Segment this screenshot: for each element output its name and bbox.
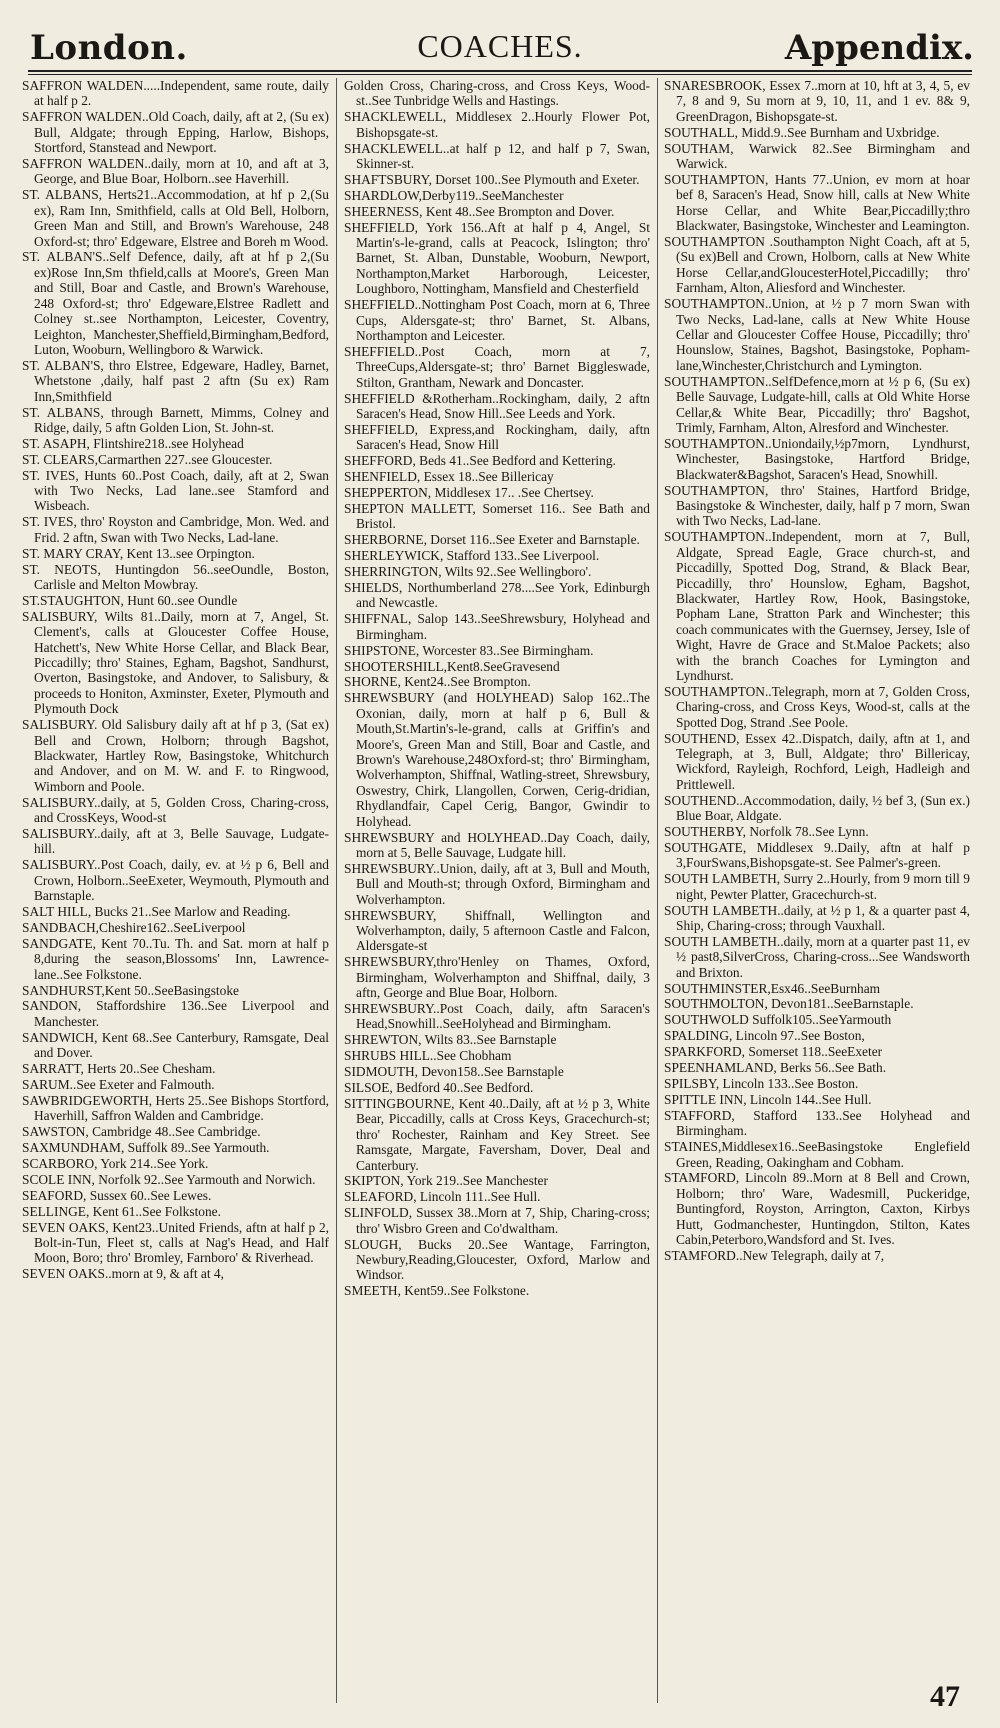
- directory-entry: SOUTHEND..Accommodation, daily, ½ bef 3, (Sun ex.) Blue Boar, Aldgate.: [664, 792, 970, 824]
- directory-entry: SAFFRON WALDEN..daily, morn at 10, and aft at 3, George, and Blue Boar, Holborn..see Haverhill.: [22, 156, 329, 187]
- directory-entry: SLOUGH, Bucks 20..See Wantage, Farrington, Newbury,Reading,Gloucester, Oxford, Marlow and Windsor.: [344, 1236, 650, 1283]
- directory-entry: ST. IVES, thro' Royston and Cambridge, Mon. Wed. and Frid. 2 aftn, Swan with Two Necks, Lad-lane.: [22, 514, 329, 545]
- directory-entry: SPEENHAMLAND, Berks 56..See Bath.: [664, 1060, 887, 1076]
- column-divider: [657, 78, 658, 1703]
- directory-entry: STAMFORD, Lincoln 89..Morn at 8 Bell and Crown, Holborn; thro' Ware, Wadesmill, Puckeridge, Buntingford, Royston, Arrington, Caxton, Kirbys Hutt, Godmanchester, Huntingdon, Stilton, Kates Cabin,Peterboro,Wandsford and St. Ives.: [664, 1170, 970, 1248]
- directory-entry: SHOOTERSHILL,Kent8.SeeGravesend: [344, 658, 560, 674]
- directory-entry: SHEFFORD, Beds 41..See Bedford and Kettering.: [344, 453, 616, 469]
- directory-entry: SOUTHALL, Midd.9..See Burnham and Uxbridge.: [664, 124, 940, 140]
- header-right: Appendix.: [784, 28, 974, 68]
- column-2: [344, 78, 650, 1703]
- column-1: [22, 78, 329, 1703]
- directory-entry: SHARDLOW,Derby119..SeeManchester: [344, 187, 564, 203]
- directory-entry: SALISBURY, Wilts 81..Daily, morn at 7, Angel, St. Clement's, calls at Gloucester Coffee House, Hatchett's, New White Horse Cellar, and Black Bear, Piccadilly; thro' Staines, Egham, Bagshot, Sandhurst, Overton, Basingstoke, and Andover, to Salisbury, & proceeds to Honiton, Axminster, Exeter, Plymouth and Plymouth Dock: [22, 608, 329, 717]
- directory-entry: SHACKLEWELL, Middlesex 2..Hourly Flower Pot, Bishopsgate-st.: [344, 109, 650, 140]
- directory-entry: SHEFFIELD, Express,and Rockingham, daily, aftn Saracen's Head, Snow Hill: [344, 421, 650, 453]
- directory-entry: SOUTHAM, Warwick 82..See Birmingham and Warwick.: [664, 140, 970, 172]
- directory-entry: SOUTHMOLTON, Devon181..SeeBarnstaple.: [664, 996, 914, 1012]
- directory-entry: SHERBORNE, Dorset 116..See Exeter and Barnstaple.: [344, 532, 640, 548]
- header-title: COACHES.: [417, 28, 583, 64]
- directory-entry: ST. IVES, Hunts 60..Post Coach, daily, aft at 2, Swan with Two Necks, Lad lane..see Stamford and Wisbeach.: [22, 467, 329, 514]
- directory-entry: SALISBURY..daily, aft at 3, Belle Sauvage, Ludgate-hill.: [22, 826, 329, 857]
- directory-entry: SHAFTSBURY, Dorset 100..See Plymouth and Exeter.: [344, 171, 640, 187]
- directory-entry: SKIPTON, York 219..See Manchester: [344, 1173, 548, 1189]
- directory-entry: ST. ALBANS, Herts21..Accommodation, at hf p 2,(Su ex), Ram Inn, Smithfield, calls at Old Bell, Holborn, Green Man and Still, and Brown's Warehouse, 248 Oxford-st; thro' Edgeware, Elstree and Boreh m Wood.: [22, 187, 329, 249]
- directory-entry: SOUTHAMPTON, Hants 77..Union, ev morn at hoar bef 8, Saracen's Head, Snow hill, calls at New White Horse Cellar, and White Bear,Piccadilly;thro Blackwater, Basingstoke, Winchester and Leamington.: [664, 171, 970, 234]
- directory-entry: SHREWSBURY..Post Coach, daily, aftn Saracen's Head,Snowhill..SeeHolyhead and Birmingham.: [344, 1000, 650, 1032]
- directory-entry: SARRATT, Herts 20..See Chesham.: [22, 1061, 216, 1077]
- directory-entry: SOUTHMINSTER,Esx46..SeeBurnham: [664, 980, 881, 996]
- document-page: [14, 10, 986, 1715]
- directory-entry: SALISBURY. Old Salisbury daily aft at hf p 3, (Sat ex) Bell and Crown, Holborn; through Bagshot, Blackwater, Hartley Row, Basingstoke, Whitchurch and Andover, and on M. W. and F. to Ringwood, Wimborn and Poole.: [22, 717, 329, 794]
- directory-entry: SHIELDS, Northumberland 278....See York, Edinburgh and Newcastle.: [344, 580, 650, 611]
- directory-entry: SHERRINGTON, Wilts 92..See Wellingboro'.: [344, 564, 592, 580]
- directory-entry: SOUTHERBY, Norfolk 78..See Lynn.: [664, 824, 869, 839]
- directory-entry: SOUTHAMPTON .Southampton Night Coach, aft at 5,(Su ex)Bell and Crown, Holborn, calls at New White Horse Cellar,andGloucesterHotel,Piccadilly; thro' Farnham, Alton, Aliesford and Winchester.: [664, 234, 970, 296]
- directory-entry: SARUM..See Exeter and Falmouth.: [22, 1077, 215, 1092]
- directory-entry: SPITTLE INN, Lincoln 144..See Hull.: [664, 1091, 872, 1107]
- directory-entry: SOUTHAMPTON..Union, at ½ p 7 morn Swan with Two Necks, Lad-lane, calls at New White House Cellar and Gloucester Coffee House, Piccadilly; thro' Hounslow, Staines, Bagshot, Basingstoke, Popham-lane,Winchester,Christchurch and Lymington.: [664, 296, 970, 373]
- directory-entry: SIDMOUTH, Devon158..See Barnstaple: [344, 1064, 564, 1080]
- directory-entry: SHREWSBURY and HOLYHEAD..Day Coach, daily, morn at 5, Belle Sauvage, Ludgate hill.: [344, 829, 650, 860]
- directory-entry: SPALDING, Lincoln 97..See Boston,: [664, 1028, 865, 1044]
- directory-entry: SEVEN OAKS, Kent23..United Friends, aftn at half p 2, Bolt-in-Tun, Fleet st, calls at Nag's Head, and Half Moon, Boro; thro' Bromley, Farnboro' & Riverhead.: [22, 1219, 329, 1266]
- directory-entry: SILSOE, Bedford 40..See Bedford.: [344, 1080, 534, 1095]
- directory-entry: SEVEN OAKS..morn at 9, & aft at 4,: [22, 1266, 224, 1282]
- directory-entry: SOUTH LAMBETH..daily, at ½ p 1, & a quarter past 4, Ship, Charing-cross; through Vauxhall.: [664, 902, 970, 933]
- directory-entry: SAFFRON WALDEN.....Independent, same route, daily at half p 2.: [22, 78, 329, 109]
- directory-entry: SANDHURST,Kent 50..SeeBasingstoke: [22, 982, 239, 998]
- directory-entry: SLINFOLD, Sussex 38..Morn at 7, Ship, Charing-cross; thro' Wisbro Green and Co'dwaltham.: [344, 1205, 650, 1236]
- header-rule: [28, 70, 972, 72]
- directory-entry: SHREWSBURY,thro'Henley on Thames, Oxford, Birmingham, Wolverhampton and Shiffnal, daily, 3 aftn, George and Blue Boar, Holborn.: [344, 954, 650, 1001]
- directory-entry: SANDON, Staffordshire 136..See Liverpool and Manchester.: [22, 998, 329, 1029]
- directory-entry: SHEFFIELD, York 156..Aft at half p 4, Angel, St Martin's-le-grand, calls at Peacock, Islington; thro' Barnet, St. Alban, Dunstable, Wooburn, Newport, Northampton,Market Harborough, Leicester, Loughboro, Nottingham, Mansfield and Chesterfield: [344, 219, 650, 297]
- directory-entry: SOUTHAMPTON..Uniondaily,½p7morn, Lyndhurst, Winchester, Basingstoke, Hartford Bridge, Blackwater&Bagshot, Saracen's Head, Snowhill.: [664, 435, 970, 482]
- directory-entry: SHREWSBURY (and HOLYHEAD) Salop 162..The Oxonian, daily, morn at half p 6, Bull & Mouth,St.Martin's-le-grand, calls at Griffin's and Moore's, Green Man and Still, Boar and Castle, and Brown's Warehouse,248Oxford-st; thro' Birmingham, Wolverhampton, Shiffnal, Watling-street, Shrewsbury, Oswestry, Chirk, Llangollen, Corwen, Cerig-dridian, Rhydlandfair, Capel Cerig, Bangor, Gwindir to Holyhead.: [344, 690, 650, 829]
- column-3: [664, 78, 970, 1703]
- directory-entry: SHEPPERTON, Middlesex 17.. .See Chertsey.: [344, 485, 594, 501]
- directory-entry: SOUTHAMPTON..SelfDefence,morn at ½ p 6, (Su ex) Belle Sauvage, Ludgate-hill, calls at Old White Horse Cellar,& White Bear, Piccadilly; thro' Bagshot, Trimly, Farnham, Alton, Alresford and Winchester.: [664, 373, 970, 435]
- directory-entry: SEAFORD, Sussex 60..See Lewes.: [22, 1187, 212, 1203]
- directory-entry: SCOLE INN, Norfolk 92..See Yarmouth and Norwich.: [22, 1171, 316, 1187]
- directory-entry: SOUTH LAMBETH..daily, morn at a quarter past 11, ev ½ past8,SilverCross, Charing-cross...See Wandsworth and Brixton.: [664, 933, 970, 980]
- directory-entry: SHEFFIELD &Rotherham..Rockingham, daily, 2 aftn Saracen's Head, Snow Hill..See Leeds and York.: [344, 390, 650, 422]
- directory-entry: SHREWTON, Wilts 83..See Barnstaple: [344, 1032, 557, 1048]
- running-header: [22, 24, 978, 74]
- directory-entry: SMEETH, Kent59..See Folkstone.: [344, 1283, 530, 1299]
- directory-entry: SELLINGE, Kent 61..See Folkstone.: [22, 1203, 221, 1219]
- header-left: London.: [30, 28, 188, 68]
- directory-entry: SOUTHAMPTON, thro' Staines, Hartford Bridge, Basingstoke & Winchester, daily, half p 7 morn, Swan with Two Necks, Lad-lane.: [664, 482, 970, 529]
- directory-entry: ST. MARY CRAY, Kent 13..see Orpington.: [22, 545, 255, 561]
- directory-entry: STAINES,Middlesex16..SeeBasingstoke Englefield Green, Reading, Oakingham and Cobham.: [664, 1139, 970, 1170]
- directory-entry: SOUTHGATE, Middlesex 9..Daily, aftn at half p 3,FourSwans,Bishopsgate-st. See Palmer's-green.: [664, 839, 970, 871]
- directory-entry: SALISBURY..Post Coach, daily, ev. at ½ p 6, Bell and Crown, Holborn..SeeExeter, Weymouth, Plymouth and Barnstaple.: [22, 857, 329, 904]
- directory-entry: ST. ASAPH, Flintshire218..see Holyhead: [22, 435, 244, 451]
- page-number: 47: [930, 1680, 960, 1713]
- directory-entry: SOUTHAMPTON..Telegraph, morn at 7, Golden Cross, Charing-cross, and Cross Keys, Wood-st, calls at the Spotted Dog, Strand .See Poole.: [664, 683, 970, 730]
- directory-entry: SOUTHEND, Essex 42..Dispatch, daily, aftn at 1, and Telegraph, at 3, Bull, Aldgate; thro' Billericay, Wickford, Rayleigh, Rochford, Leigh, Hadleigh and Prittlewell.: [664, 730, 970, 792]
- directory-entry: ST. CLEARS,Carmarthen 227..see Gloucester.: [22, 451, 273, 467]
- directory-entry: SHIFFNAL, Salop 143..SeeShrewsbury, Holyhead and Birmingham.: [344, 611, 650, 642]
- directory-entry: SITTINGBOURNE, Kent 40..Daily, aft at ½ p 3, White Bear, Piccadilly, calls at Cross Keys, Gracechurch-st; thro' Rochester, Rainham and Key Street. See Ramsgate, Margate, Faversham, Dover, Deal and Canterbury.: [344, 1095, 650, 1173]
- directory-entry: SHEPTON MALLETT, Somerset 116.. See Bath and Bristol.: [344, 500, 650, 532]
- directory-entry: SAFFRON WALDEN..Old Coach, daily, aft at 2, (Su ex) Bull, Aldgate; through Epping, Harlow, Bishops, Stortford, Stanstead and Newport.: [22, 109, 329, 156]
- directory-entry: SHREWSBURY, Shiffnall, Wellington and Wolverhampton, daily, 5 afternoon Castle and Falcon, Aldersgate-st: [344, 907, 650, 954]
- directory-entry: SHEFFIELD..Post Coach, morn at 7, ThreeCups,Aldersgate-st; thro' Barnet Biggleswade, Stilton, Grantham, Newark and Doncaster.: [344, 343, 650, 390]
- directory-entry: SHERLEYWICK, Stafford 133..See Liverpool.: [344, 548, 600, 564]
- directory-entry: Golden Cross, Charing-cross, and Cross Keys, Wood-st..See Tunbridge Wells and Hastings.: [344, 78, 650, 109]
- directory-entry: SHEERNESS, Kent 48..See Brompton and Dover.: [344, 203, 615, 219]
- header-rule-thin: [28, 74, 972, 75]
- directory-entry: SANDGATE, Kent 70..Tu. Th. and Sat. morn at half p 8,during the season,Blossoms' Inn, Lawrence-lane..See Folkstone.: [22, 935, 329, 982]
- directory-entry: STAFFORD, Stafford 133..See Holyhead and Birmingham.: [664, 1107, 970, 1139]
- directory-entry: SANDBACH,Cheshire162..SeeLiverpool: [22, 919, 246, 935]
- directory-entry: SHIPSTONE, Worcester 83..See Birmingham.: [344, 642, 594, 658]
- directory-entry: SHREWSBURY..Union, daily, aft at 3, Bull and Mouth, Bull and Mouth-st; through Oxford, Birmingham and Wolverhampton.: [344, 860, 650, 907]
- directory-entry: SNARESBROOK, Essex 7..morn at 10, hft at 3, 4, 5, ev 7, 8 and 9, Su morn at 9, 10, 11, and 1 ev. 8& 9, GreenDragon, Bishopsgate-st.: [664, 78, 970, 124]
- directory-entry: ST. NEOTS, Huntingdon 56..seeOundle, Boston, Carlisle and Melton Mowbray.: [22, 561, 329, 592]
- directory-entry: SLEAFORD, Lincoln 111..See Hull.: [344, 1189, 541, 1205]
- directory-entry: SHEFFIELD..Nottingham Post Coach, morn at 6, Three Cups, Aldersgate-st; thro' Barnet, St. Albans, Northampton and Leicester.: [344, 297, 650, 343]
- directory-entry: SAWSTON, Cambridge 48..See Cambridge.: [22, 1124, 261, 1140]
- directory-entry: SANDWICH, Kent 68..See Canterbury, Ramsgate, Deal and Dover.: [22, 1029, 329, 1061]
- directory-entry: SPILSBY, Lincoln 133..See Boston.: [664, 1076, 859, 1091]
- directory-entry: SALT HILL, Bucks 21..See Marlow and Reading.: [22, 904, 291, 920]
- directory-entry: ST. ALBAN'S..Self Defence, daily, aft at hf p 2,(Su ex)Rose Inn,Sm thfield,calls at Moore's, Green Man and Still, Boar and Castle, and Brown's Warehouse, 248 Oxford-st; thro' Edgeware,Elstree Radlett and Colney st..see Northampton, Leicester, Coventry, Leighton, Manchester,Sheffield,Birmingham,Bedford, Luton, Wooburn, Wellingboro & Warwick.: [22, 249, 329, 357]
- directory-entry: ST. ALBANS, through Barnett, Mimms, Colney and Ridge, daily, 5 aftn Golden Lion, St. John-st.: [22, 404, 329, 435]
- directory-entry: SHRUBS HILL..See Chobham: [344, 1048, 512, 1064]
- directory-entry: SAWBRIDGEWORTH, Herts 25..See Bishops Stortford, Haverhill, Saffron Walden and Cambridge.: [22, 1092, 329, 1124]
- directory-entry: ST.STAUGHTON, Hunt 60..see Oundle: [22, 592, 238, 608]
- column-divider: [336, 78, 337, 1703]
- directory-entry: SCARBORO, York 214..See York.: [22, 1156, 209, 1172]
- directory-entry: SHENFIELD, Essex 18..See Billericay: [344, 469, 554, 485]
- directory-entry: STAMFORD..New Telegraph, daily at 7,: [664, 1247, 885, 1263]
- directory-entry: SHACKLEWELL..at half p 12, and half p 7, Swan, Skinner-st.: [344, 140, 650, 172]
- directory-entry: SOUTHAMPTON..Independent, morn at 7, Bull, Aldgate, Spread Eagle, Grace church-st, and Piccadilly, Spotted Dog, Strand, & Black Bear, Piccadilly, thro' Hounslow, Egham, Bagshot, Blackwater, Hartley Row, Hook, Basingstoke, Popham Lane, Stratton Park and Winchester; this coach communicates with the Guernsey, Jersey, Isle of Wight, Havre de Grace and St.Maloe Packets; also with the branch Coaches for Lymington and Lyndhurst.: [664, 529, 970, 683]
- directory-entry: SPARKFORD, Somerset 118..SeeExeter: [664, 1044, 883, 1060]
- directory-entry: SOUTHWOLD Suffolk105..SeeYarmouth: [664, 1012, 892, 1028]
- directory-entry: SAXMUNDHAM, Suffolk 89..See Yarmouth.: [22, 1140, 270, 1156]
- directory-entry: SOUTH LAMBETH, Surry 2..Hourly, from 9 morn till 9 night, Pewter Platter, Gracechurch-st.: [664, 871, 970, 902]
- directory-entry: ST. ALBAN'S, thro Elstree, Edgeware, Hadley, Barnet, Whetstone ,daily, half past 2 aftn (Su ex) Ram Inn,Smithfield: [22, 357, 329, 404]
- directory-entry: SALISBURY..daily, at 5, Golden Cross, Charing-cross, and CrossKeys, Wood-st: [22, 794, 329, 826]
- directory-entry: SHORNE, Kent24..See Brompton.: [344, 674, 531, 690]
